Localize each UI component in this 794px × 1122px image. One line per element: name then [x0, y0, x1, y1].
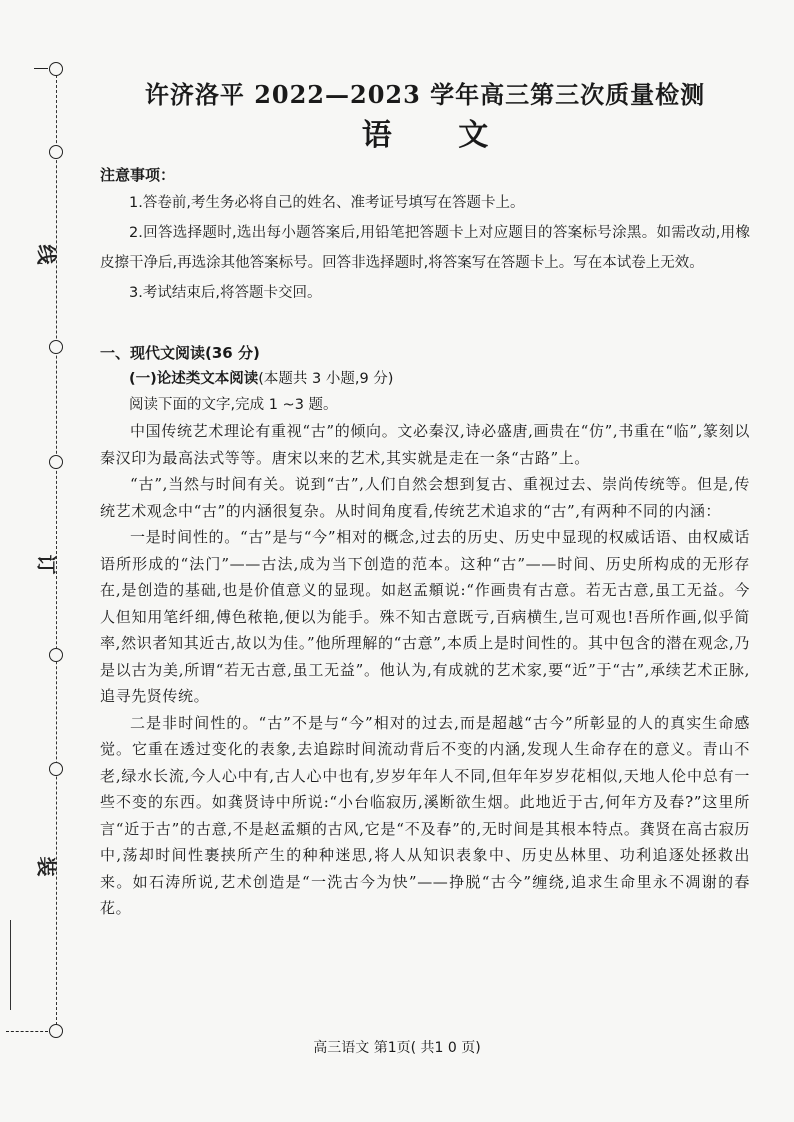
binding-hole	[49, 648, 63, 662]
binding-hole	[49, 1024, 63, 1038]
notice-heading: 注意事项：	[100, 166, 176, 184]
binding-hole	[49, 340, 63, 354]
notice-item: 1.答卷前,考生务必将自己的姓名、准考证号填写在答题卡上。	[129, 195, 525, 211]
notice-section	[100, 162, 750, 308]
notice-item: 2.回答选择题时,选出每小题答案后,用铅笔把答题卡上对应题目的答案标号涂黑。如需改动,用橡皮擦干净后,再选涂其他答案标号。回答非选择题时,将答案写在答题卡上。写在本试卷上无效。	[100, 225, 750, 271]
binding-hole	[49, 762, 63, 776]
binding-hole	[49, 145, 63, 159]
binding-solid-bar	[10, 920, 11, 1010]
subsection-title: (一)论述类文本阅读	[129, 371, 259, 387]
exam-page	[100, 78, 750, 922]
article-paragraph: 中国传统艺术理论有重视“古”的倾向。文必秦汉,诗必盛唐,画贵在“仿”,书重在“临”,篆刻以秦汉印为最高法式等等。唐宋以来的艺术,其实就是走在一条“古路”上。	[100, 422, 750, 467]
binding-hole	[49, 455, 63, 469]
article-paragraph: 一是时间性的。“古”是与“今”相对的概念,过去的历史、历史中显现的权威话语、由权威话语所形成的“法门”——古法,成为当下创造的范本。这种“古”——时间、历史所构成的无形存在,是创造的基础,也是价值意义的显现。如赵孟頫说:“作画贵有古意。若无古意,虽工无益。今人但知用笔纤细,傅色秾艳,便以为能手。殊不知古意既亏,百病横生,岂可观也!吾所作画,似乎简率,然识者知其近古,故以为佳。”他所理解的“古意”,本质上是时间性的。其中包含的潜在观念,乃是以古为美,所谓“若无古意,虽工无益”。他认为,有成就的艺术家,要“近”于“古”,承续艺术正脉,追寻先贤传统。	[100, 528, 750, 705]
subject-title: 语 文	[361, 118, 517, 153]
binding-bottom-dash	[6, 1031, 48, 1032]
binding-hole	[49, 62, 63, 76]
binding-char-xian: 线	[34, 244, 59, 265]
article-paragraph: “古”,当然与时间有关。说到“古”,人们自然会想到复古、重视过去、崇尚传统等。但是,传统艺术观念中“古”的内涵很复杂。从时间角度看,传统艺术追求的“古”,有两种不同的内涵：	[100, 475, 750, 520]
reading-instruction: 阅读下面的文字,完成 1 ~3 题。	[129, 397, 338, 413]
reading-article	[100, 418, 750, 922]
section-heading: 一、现代文阅读(36 分)	[100, 344, 260, 362]
exam-title: 许济洛平 2022—2023 学年高三第三次质量检测	[144, 80, 706, 109]
binding-top-dash	[34, 68, 48, 69]
article-paragraph: 二是非时间性的。“古”不是与“今”相对的过去,而是超越“古今”所彰显的人的真实生命感觉。它重在透过变化的表象,去追踪时间流动背后不变的内涵,发现人生命存在的意义。青山不老,绿水长流,今人心中有,古人心中也有,岁岁年年人不同,但年年岁岁花相似,天地人伦中总有一些不变的东西。如龚贤诗中所说:“小台临寂历,溪断欲生烟。此地近于古,何年方及春?”这里所言“近于古”的古意,不是赵孟頫的古风,它是“不及春”的,无时间是其根本特点。龚贤在高古寂历中,荡却时间性裹挟所产生的种种迷思,将人从知识表象中、历史丛林里、功利追逐处拯救出来。如石涛所说,艺术创造是“一洗古今为快”——挣脱“古今”缠绕,追求生命里永不凋谢的春花。	[100, 713, 750, 917]
page-footer: 高三语文 第1页( 共1 0 页)	[313, 1040, 481, 1056]
subsection-heading	[100, 366, 750, 392]
notice-item: 3.考试结束后,将答题卡交回。	[129, 285, 322, 301]
binding-char-ding: 订	[34, 554, 59, 575]
binding-char-zhuang: 装	[34, 856, 59, 877]
binding-margin	[0, 0, 80, 1122]
binding-dashed-line	[56, 75, 57, 1030]
subsection-note: (本题共 3 小题,9 分)	[258, 371, 394, 387]
